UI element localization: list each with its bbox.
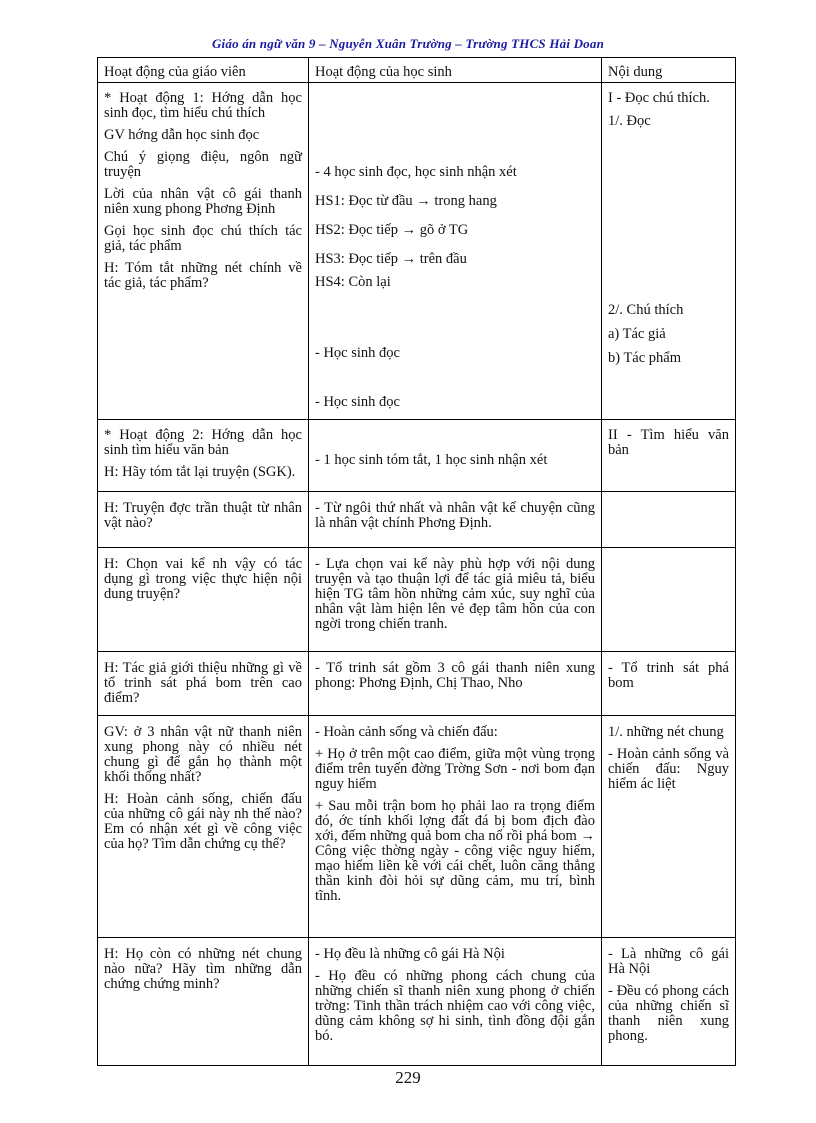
text-line: H: Hãy tóm tắt lại truyện (SGK). <box>104 464 296 480</box>
text-line: - Lựa chọn vai kể này phù hợp với nội dung truyện và tạo thuận lợi để tác giả miêu tả, biểu hiện TG tâm hồn những cảm xúc, suy nghĩ của nhân vật làm hiện lên vẻ đẹp tâm hồn của con ngời trong chiến tranh. <box>315 556 595 632</box>
table-row <box>98 652 736 716</box>
text-line: - 1 học sinh tóm tắt, 1 học sinh nhận xét <box>315 452 548 468</box>
content-cell <box>602 716 736 938</box>
lesson-table <box>97 57 736 1066</box>
text-line: HS3: Đọc tiếp → trên đầu <box>315 251 467 267</box>
content-cell <box>602 492 736 548</box>
text-line: HS1: Đọc từ đầu → trong hang <box>315 193 497 209</box>
teacher-cell <box>98 548 309 652</box>
header-content: Nội dung <box>602 58 736 83</box>
text-line: H: Chọn vai kể nh vậy có tác dụng gì trong việc thực hiện nội dung truyện? <box>104 556 302 602</box>
text-line: GV hớng dẫn học sinh đọc <box>104 127 260 143</box>
text-line: H: Truyện đợc trần thuật từ nhân vật nào? <box>104 500 302 531</box>
text-line: + Sau mỗi trận bom họ phải lao ra trọng điểm đó, ớc tính khối lợng đất đá bị bom địch đào xới, đếm những quả bom cha nổ rồi phá bom → Công việc thờng ngày - công việc nguy hiểm, mạo hiểm liền kề với cái chết, luôn căng thẳng thần kinh đòi hỏi sự dũng cảm, mu trí, bình tĩnh. <box>315 798 595 904</box>
page-header: Giáo án ngữ văn 9 – Nguyễn Xuân Trường – Trường THCS Hải Doan <box>211 36 605 51</box>
student-cell <box>309 83 602 420</box>
table-row <box>98 716 736 938</box>
text-line: + Họ ở trên một cao điểm, giữa một vùng trọng điểm trên tuyến đờng Trờng Sơn - nơi bom đạn nguy hiểm <box>315 746 595 792</box>
table-row <box>98 492 736 548</box>
teacher-cell <box>98 938 309 1066</box>
text-line: a) Tác giả <box>608 326 666 342</box>
header-teacher: Hoạt động của giáo viên <box>98 58 309 83</box>
content-cell <box>602 83 736 420</box>
text-line: - Họ đều là những cô gái Hà Nội <box>315 946 505 962</box>
text-line: - Học sinh đọc <box>315 345 400 361</box>
text-line: H: Tác giả giới thiệu những gì về tổ trinh sát phá bom trên cao điểm? <box>104 660 302 706</box>
student-cell <box>309 492 602 548</box>
text-line: - Đều có phong cách của những chiến sĩ thanh niên xung phong. <box>608 983 729 1044</box>
text-line: - Từ ngôi thứ nhất và nhân vật kể chuyện cũng là nhân vật chính Phơng Định. <box>315 500 595 531</box>
student-cell <box>309 652 602 716</box>
text-line: HS2: Đọc tiếp → gõ ở TG <box>315 222 469 238</box>
content-cell <box>602 548 736 652</box>
table-header-row <box>98 58 736 83</box>
teacher-cell <box>98 652 309 716</box>
text-line: H: Hoàn cảnh sống, chiến đấu của những cô gái này nh thế nào? Em có nhận xét gì về công việc của họ? Tìm dẫn chứng cụ thể? <box>104 791 302 852</box>
teacher-cell <box>98 420 309 492</box>
text-line: * Hoạt động 2: Hớng dẫn học sinh tìm hiểu văn bản <box>104 427 302 458</box>
text-line: - Tổ trinh sát phá bom <box>608 660 729 691</box>
text-line: - Học sinh đọc <box>315 394 400 410</box>
page-number: 229 <box>395 1068 421 1087</box>
text-line: - Họ đều có những phong cách chung của những chiến sĩ thanh niên xung phong ở chiến trờng: Tinh thần trách nhiệm cao với công việc, dũng cảm không sợ hi sinh, tình đồng đội gắn bó. <box>315 968 595 1044</box>
text-line: * Hoạt động 1: Hớng dẫn học sinh đọc, tìm hiểu chú thích <box>104 90 302 121</box>
teacher-cell <box>98 83 309 420</box>
text-line: 1/. Đọc <box>608 113 651 129</box>
content-cell <box>602 652 736 716</box>
table-row <box>98 420 736 492</box>
text-line: 2/. Chú thích <box>608 302 684 318</box>
student-cell <box>309 548 602 652</box>
text-line: - Là những cô gái Hà Nội <box>608 946 729 977</box>
table-row <box>98 938 736 1066</box>
table-row <box>98 548 736 652</box>
text-line: GV: ở 3 nhân vật nữ thanh niên xung phong này có nhiều nét chung gì để gắn họ thành một khối thống nhất? <box>104 724 302 785</box>
text-line: Chú ý giọng điệu, ngôn ngữ truyện <box>104 149 302 180</box>
text-line: H: Họ còn có những nét chung nào nữa? Hãy tìm những dẫn chứng chứng minh? <box>104 946 302 992</box>
text-line: b) Tác phẩm <box>608 350 682 366</box>
text-line: - 4 học sinh đọc, học sinh nhận xét <box>315 164 517 180</box>
student-cell <box>309 716 602 938</box>
content-cell <box>602 938 736 1066</box>
text-line: Lời của nhân vật cô gái thanh niên xung phong Phơng Định <box>104 186 302 217</box>
student-cell <box>309 420 602 492</box>
teacher-cell <box>98 716 309 938</box>
text-line: - Hoàn cảnh sống và chiến đấu: Nguy hiểm ác liệt <box>608 746 729 792</box>
text-line: H: Tóm tắt những nét chính về tác giả, tác phẩm? <box>104 260 302 291</box>
header-student: Hoạt động của học sinh <box>309 58 602 83</box>
text-line: - Tổ trinh sát gồm 3 cô gái thanh niên xung phong: Phơng Định, Chị Thao, Nho <box>315 660 595 691</box>
text-line: II - Tìm hiểu văn bản <box>608 427 729 458</box>
content-cell <box>602 420 736 492</box>
text-line: Gọi học sinh đọc chú thích tác giả, tác phẩm <box>104 223 302 254</box>
student-cell <box>309 938 602 1066</box>
text-line: HS4: Còn lại <box>315 274 391 290</box>
teacher-cell <box>98 492 309 548</box>
text-line: 1/. những nét chung <box>608 724 724 740</box>
text-line: - Hoàn cảnh sống và chiến đấu: <box>315 724 498 740</box>
table-row <box>98 83 736 420</box>
text-line: I - Đọc chú thích. <box>608 90 710 106</box>
